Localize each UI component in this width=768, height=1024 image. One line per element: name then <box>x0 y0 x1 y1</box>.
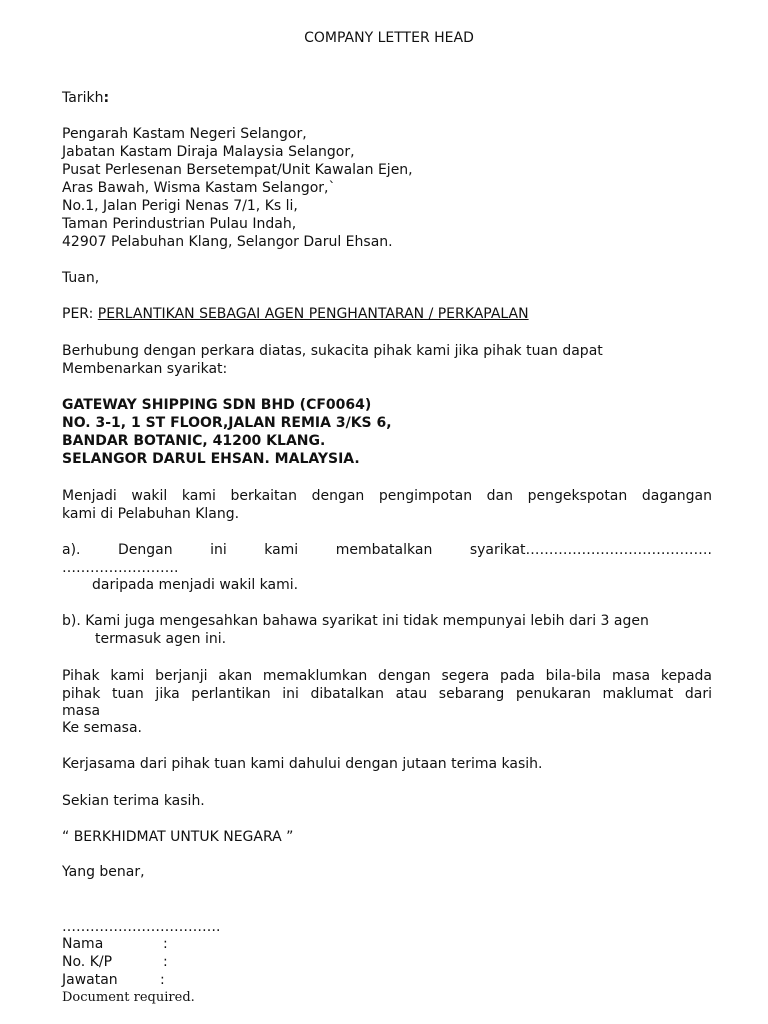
intro-line: Membenarkan syarikat: <box>62 361 228 377</box>
footer-note: Document required. <box>62 990 195 1005</box>
field-label: Jawatan <box>62 972 118 988</box>
address-line: Pengarah Kastam Negeri Selangor, <box>62 126 307 142</box>
intro-line: Berhubung dengan perkara diatas, sukacita pihak kami jika pihak tuan dapat <box>62 343 603 359</box>
agent-paragraph-line: kami di Pelabuhan Klang. <box>62 506 240 522</box>
item-b-line: b). Kami juga mengesahkan bahawa syarikat ini tidak mempunyai lebih dari 3 agen <box>62 613 649 629</box>
promise-line: Ke semasa. <box>62 720 142 736</box>
field-jawatan <box>62 971 712 989</box>
address-line: No.1, Jalan Perigi Nenas 7/1, Ks li, <box>62 198 298 214</box>
address-line: Aras Bawah, Wisma Kastam Selangor,` <box>62 180 336 196</box>
item-b-line: termasuk agen ini. <box>95 631 227 647</box>
motto: “ BERKHIDMAT UNTUK NEGARA ” <box>62 829 294 845</box>
field-nama <box>62 935 712 953</box>
promise-line: Pihak kami berjanji akan memaklumkan dengan segera pada bila-bila masa kepada <box>62 668 712 684</box>
address-line: Jabatan Kastam Diraja Malaysia Selangor, <box>62 144 355 160</box>
company-line: GATEWAY SHIPPING SDN BHD (CF0064) <box>62 397 372 413</box>
cooperation-line: Kerjasama dari pihak tuan kami dahului dengan jutaan terima kasih. <box>62 756 543 772</box>
subject-line <box>62 305 712 323</box>
signature-line: ……………………………. <box>62 919 221 935</box>
item-a-line: a). Dengan ini kami membatalkan syarikat…………………………………. <box>62 542 712 558</box>
address-line: 42907 Pelabuhan Klang, Selangor Darul Ehsan. <box>62 234 393 250</box>
date-field <box>62 89 712 107</box>
address-line: Pusat Perlesenan Bersetempat/Unit Kawalan Ejen, <box>62 162 413 178</box>
agent-paragraph-line: Menjadi wakil kami berkaitan dengan pengimpotan dan pengekspotan dagangan <box>62 488 712 504</box>
field-colon: : <box>160 972 165 988</box>
subject-prefix: PER: <box>62 306 98 322</box>
field-label: No. K/P <box>62 954 113 970</box>
letterhead-title: COMPANY LETTER HEAD <box>304 30 474 46</box>
company-line: NO. 3-1, 1 ST FLOOR,JALAN REMIA 3/KS 6, <box>62 415 392 431</box>
salutation: Tuan, <box>62 270 100 286</box>
field-colon: : <box>163 954 168 970</box>
date-colon: : <box>103 90 110 106</box>
promise-line: masa <box>62 703 101 719</box>
date-label: Tarikh <box>62 90 104 106</box>
field-no-kp <box>62 953 712 971</box>
item-a-dots: ……………………. <box>62 560 179 576</box>
field-colon: : <box>163 936 168 952</box>
field-label: Nama <box>62 936 104 952</box>
company-line: BANDAR BOTANIC, 41200 KLANG. <box>62 433 326 449</box>
closing: Yang benar, <box>62 864 145 880</box>
address-line: Taman Perindustrian Pulau Indah, <box>62 216 297 232</box>
company-line: SELANGOR DARUL EHSAN. MALAYSIA. <box>62 451 360 467</box>
thanks-line: Sekian terima kasih. <box>62 793 205 809</box>
subject-title: PERLANTIKAN SEBAGAI AGEN PENGHANTARAN / PERKAPALAN <box>97 306 529 322</box>
item-a-line: daripada menjadi wakil kami. <box>92 577 299 593</box>
promise-line: pihak tuan jika perlantikan ini dibatalkan atau sebarang penukaran maklumat dari <box>62 686 712 702</box>
